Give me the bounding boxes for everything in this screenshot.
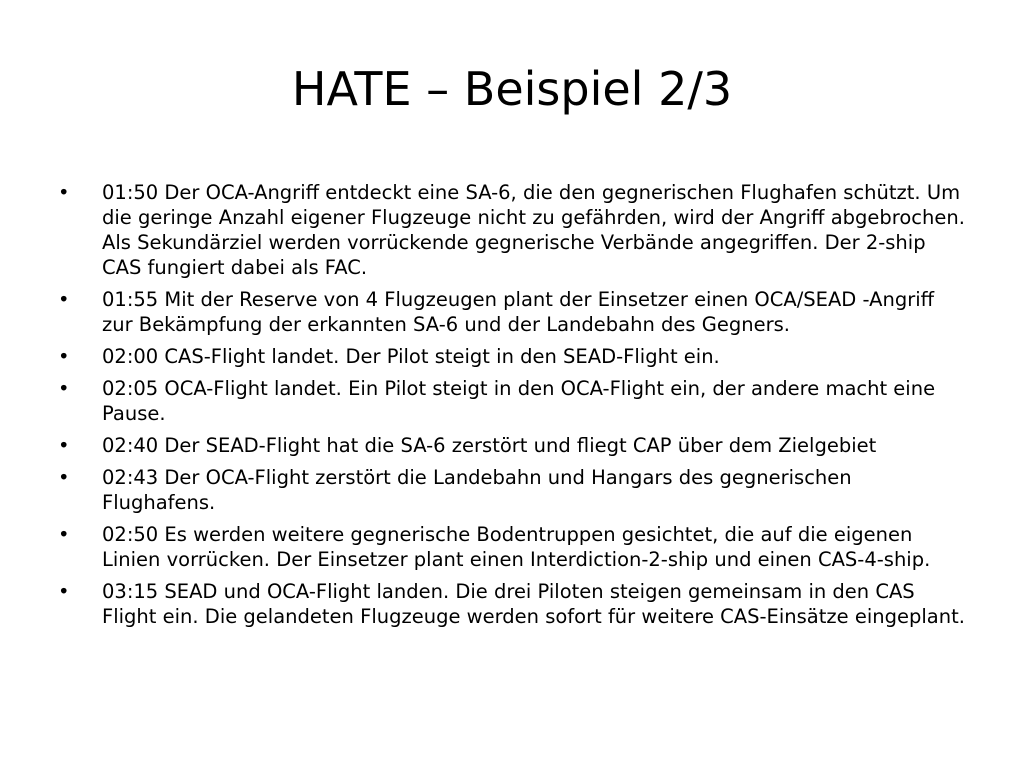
bullet-item: [58, 287, 968, 337]
bullet-item: [58, 433, 968, 458]
bullet-item: [58, 344, 968, 369]
bullet-icon: •: [58, 466, 70, 489]
bullet-text: 02:00 CAS-Flight landet. Der Pilot steigt in den SEAD-Flight ein.: [102, 345, 720, 368]
bullet-text: 02:50 Es werden weitere gegnerische Bodentruppen gesichtet, die auf die eigenen Linien vorrücken. Der Einsetzer plant einen Interdiction-2-ship und einen CAS-4-ship.: [102, 523, 931, 571]
bullet-text: 02:40 Der SEAD-Flight hat die SA-6 zerstört und fliegt CAP über dem Zielgebiet: [102, 434, 877, 457]
bullet-text: 03:15 SEAD und OCA-Flight landen. Die drei Piloten steigen gemeinsam in den CAS Flight ein. Die gelandeten Flugzeuge werden sofort für weitere CAS-Einsätze eingeplant.: [102, 580, 965, 628]
bullet-text: 02:05 OCA-Flight landet. Ein Pilot steigt in den OCA-Flight ein, der andere macht eine Pause.: [102, 377, 936, 425]
bullet-icon: •: [58, 580, 70, 603]
bullet-text: 01:55 Mit der Reserve von 4 Flugzeugen plant der Einsetzer einen OCA/SEAD -Angriff zur Bekämpfung der erkannten SA-6 und der Landebahn des Gegners.: [102, 288, 935, 336]
bullet-text: 01:50 Der OCA-Angriff entdeckt eine SA-6, die den gegnerischen Flughafen schützt. Um die geringe Anzahl eigener Flugzeuge nicht zu gefährden, wird der Angriff abgebrochen. Als Sekundärziel werden vorrückende gegnerische Verbände angegriffen. Der 2-ship CAS fungiert dabei als FAC.: [102, 181, 965, 279]
bullet-item: [58, 376, 968, 426]
bullet-item: [58, 579, 968, 629]
bullet-text: 02:43 Der OCA-Flight zerstört die Landebahn und Hangars des gegnerischen Flughafens.: [102, 466, 852, 514]
bullet-icon: •: [58, 181, 70, 204]
bullet-item: [58, 522, 968, 572]
bullet-item: [58, 465, 968, 515]
slide-title: HATE – Beispiel 2/3: [291, 62, 733, 116]
bullet-icon: •: [58, 288, 70, 311]
bullet-item: [58, 180, 968, 280]
bullet-icon: •: [58, 377, 70, 400]
bullet-icon: •: [58, 345, 70, 368]
bullet-list: [58, 180, 968, 636]
bullet-icon: •: [58, 523, 70, 546]
bullet-icon: •: [58, 434, 70, 457]
